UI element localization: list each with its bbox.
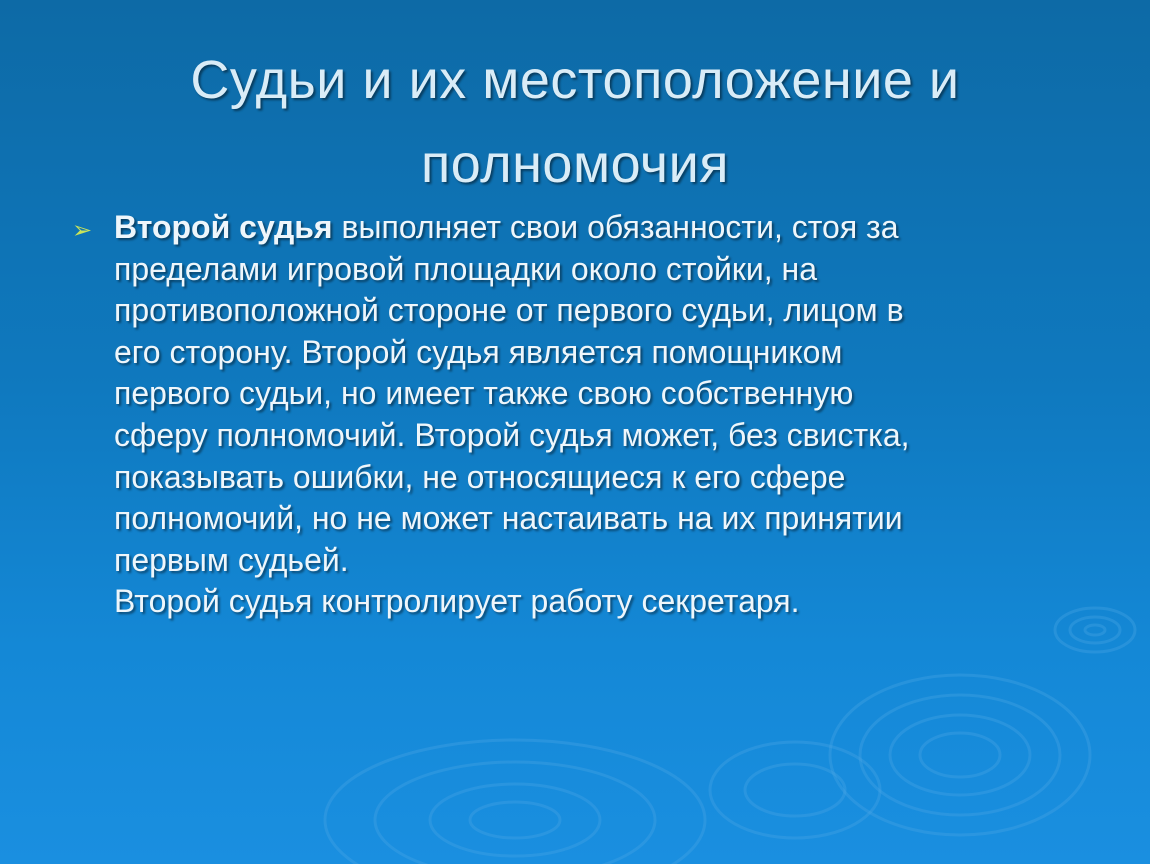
bullet-line-9: первым судьей.: [114, 541, 349, 578]
slide-title-line-2: полномочия: [421, 134, 729, 194]
slide-title: [60, 38, 1090, 206]
bullet-line-1: [114, 207, 1082, 249]
bullet-line-8: полномочий, но не может настаивать на их принятии: [114, 500, 903, 537]
bullet-line-1-rest: выполняет свои обязанности, стоя за: [332, 209, 899, 245]
arrow-bullet-icon: ➢: [72, 217, 93, 244]
slide-title-line-1: Судьи и их местоположение и: [190, 50, 960, 110]
bullet-line-3: противоположной стороне от первого судьи, лицом в: [114, 292, 904, 329]
bullet-bold-lead: Второй судья: [114, 209, 333, 245]
bullet-line-2: пределами игровой площадки около стойки, на: [114, 250, 817, 287]
bullet-item: [72, 207, 1082, 623]
bullet-line-6: сферу полномочий. Второй судья может, без свистка,: [114, 416, 910, 453]
bullet-line-7: показывать ошибки, не относящиеся к его сфере: [114, 458, 846, 495]
bullet-text: [114, 207, 1082, 623]
bullet-line-5: первого судьи, но имеет также свою собственную: [114, 375, 854, 412]
bullet-line-4: его сторону. Второй судья является помощником: [114, 333, 843, 370]
bullet-line-10: Второй судья контролирует работу секретаря.: [114, 583, 800, 620]
